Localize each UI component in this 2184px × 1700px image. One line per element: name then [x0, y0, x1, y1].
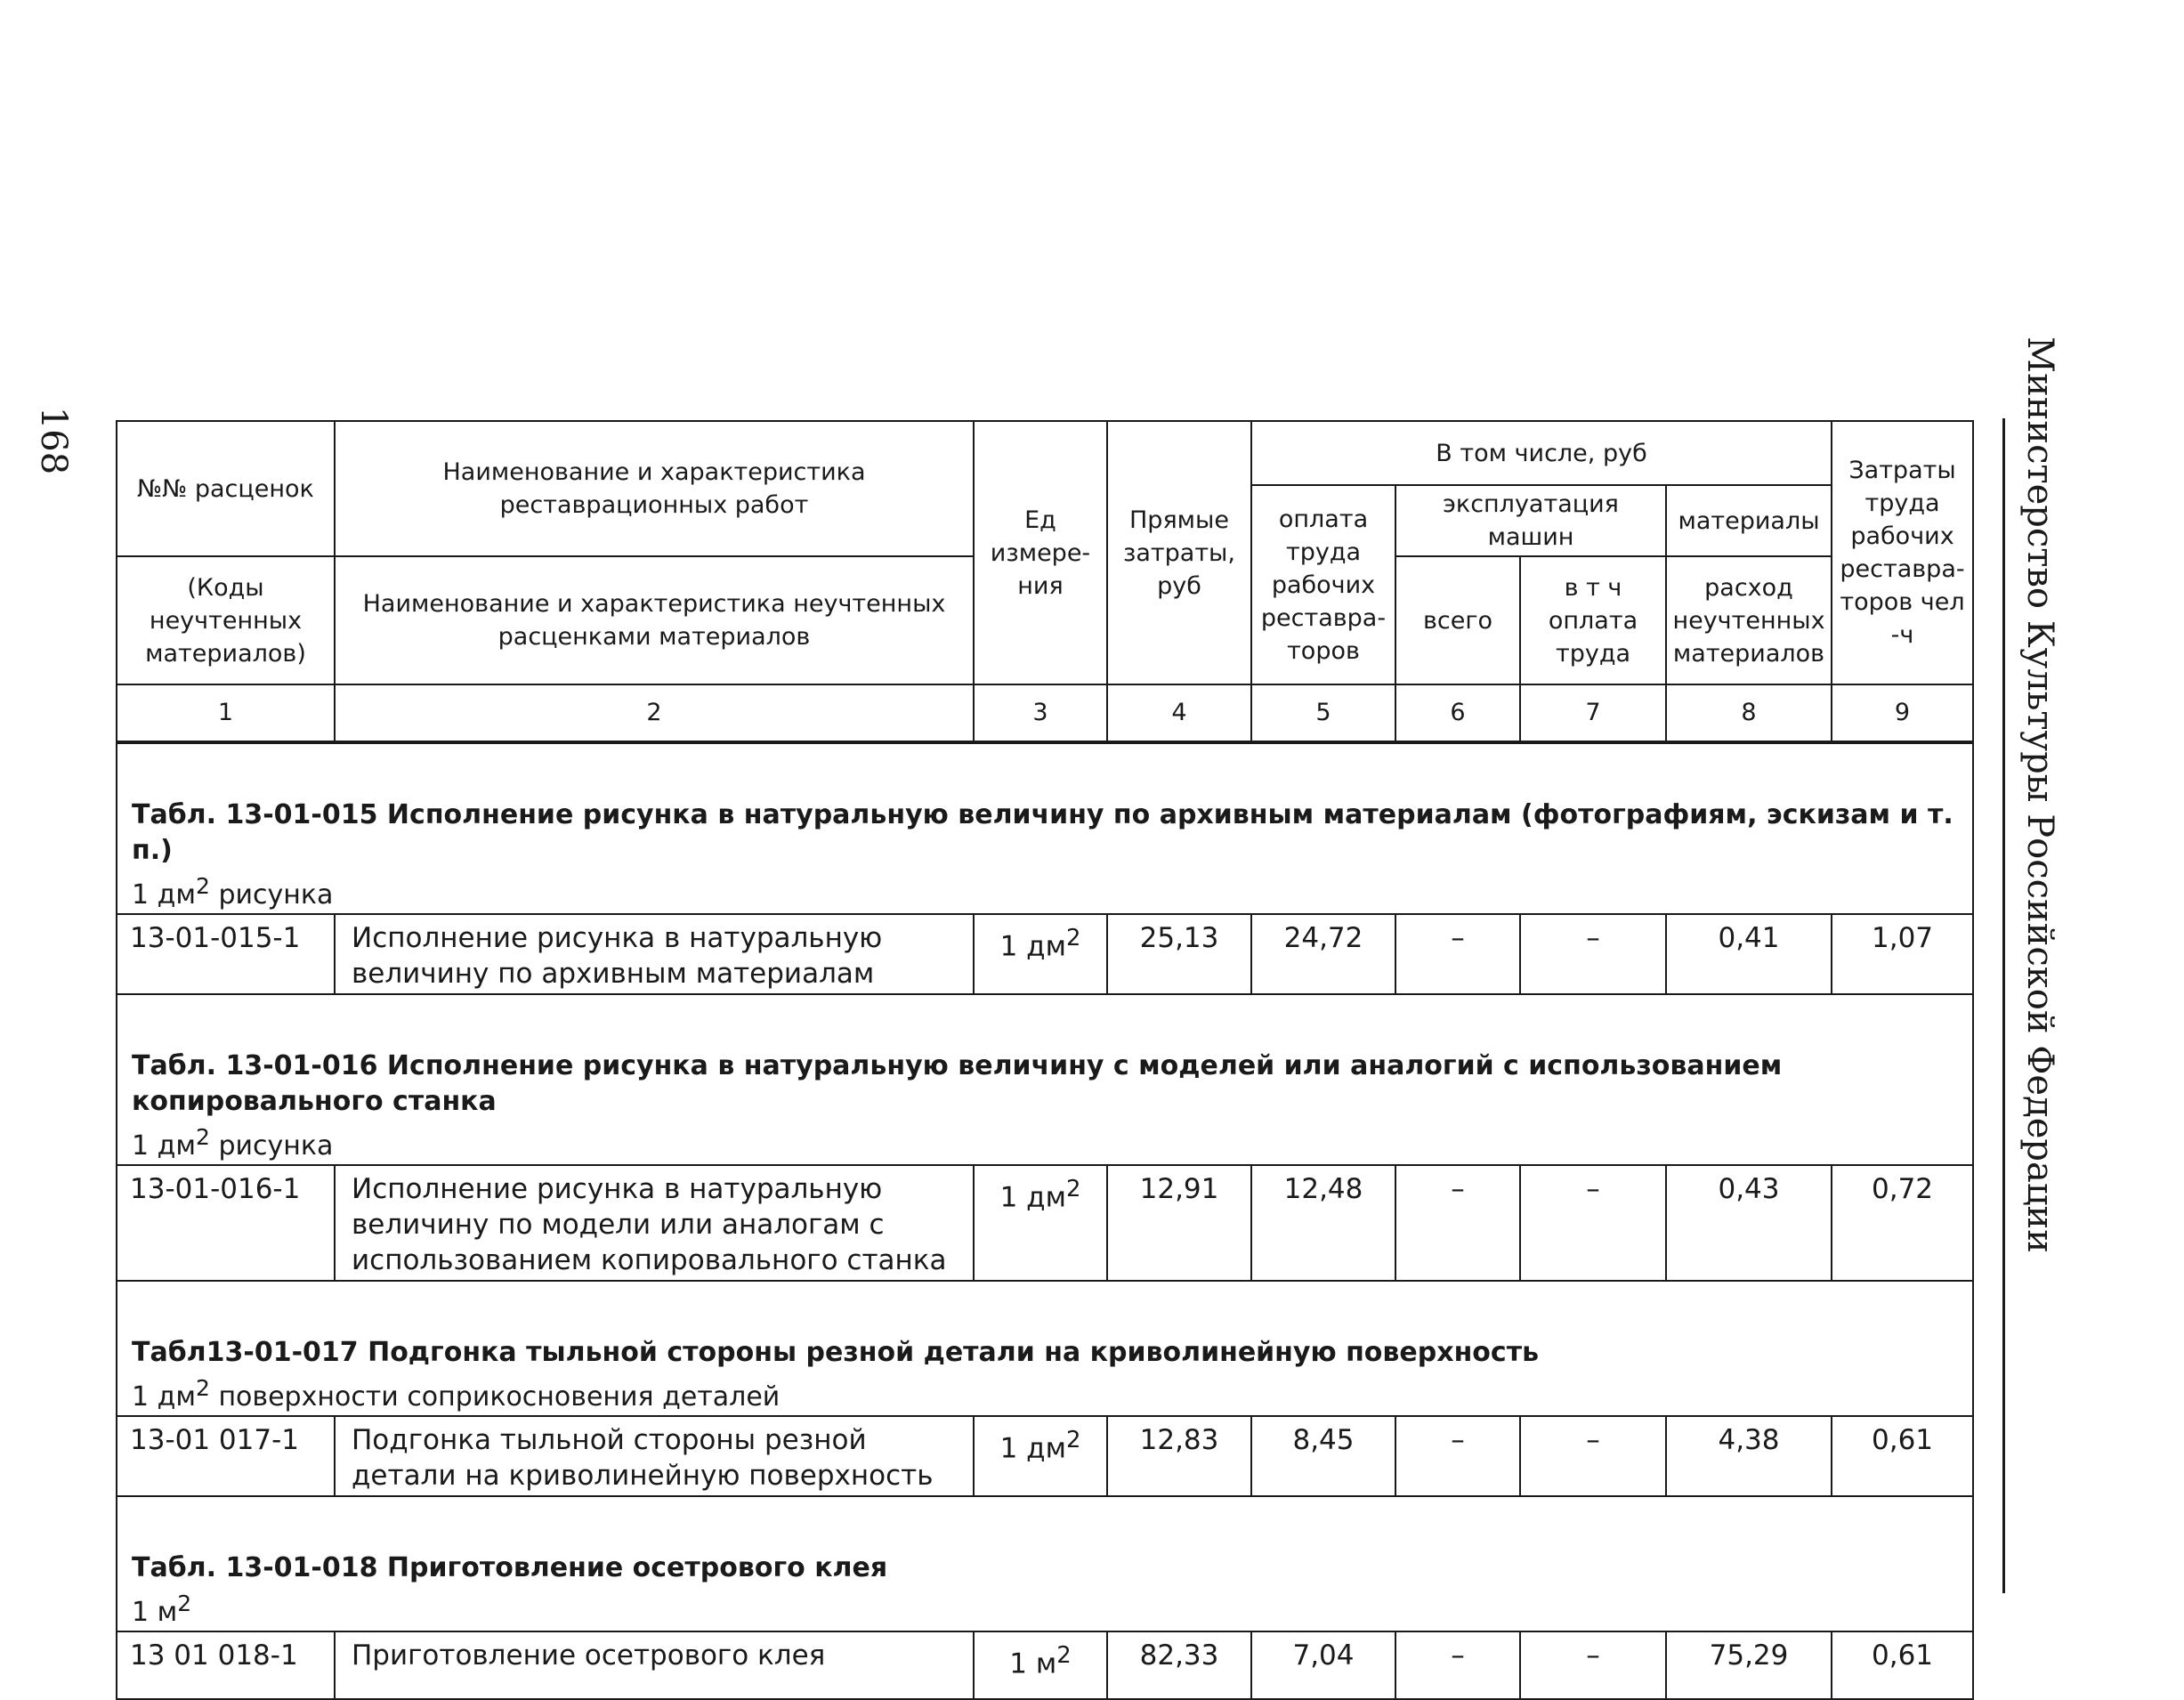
- column-number: 7: [1520, 684, 1666, 742]
- section-header: [117, 1281, 1973, 1416]
- work-name: Исполнение рисунка в натуральную величину по модели или аналогам с использованием копировального станка: [335, 1165, 974, 1281]
- machines-total: –: [1395, 1631, 1520, 1699]
- page-number: 168: [33, 406, 74, 475]
- column-number: 2: [335, 684, 974, 742]
- header-labor-hours: Затраты труда рабочих реставра-торов чел -ч: [1832, 421, 1973, 684]
- table-body: [117, 742, 1973, 1699]
- column-number: 6: [1395, 684, 1520, 742]
- header-machines-labor: в т ч оплата труда: [1520, 556, 1666, 684]
- header-machines-total: всего: [1395, 556, 1520, 684]
- column-number: 9: [1832, 684, 1973, 742]
- section-header: [117, 1496, 1973, 1631]
- machines-labor: –: [1520, 1631, 1666, 1699]
- unit-cell: 1 $м^2$: [974, 1631, 1107, 1699]
- materials-consumption: 0,41: [1666, 914, 1832, 994]
- section-title: Табл. 13-01-018 Приготовление осетрового клея: [132, 1552, 888, 1583]
- materials-consumption: 0,43: [1666, 1165, 1832, 1281]
- section-unit: 1 $м^2$: [132, 1591, 192, 1628]
- section-unit: 1 $дм^2$ поверхности соприкосновения деталей: [132, 1375, 781, 1413]
- header-including: В том числе, руб: [1251, 421, 1832, 485]
- direct-cost: 25,13: [1107, 914, 1251, 994]
- header-unit: Ед измере-ния: [974, 421, 1107, 684]
- column-number: 5: [1251, 684, 1395, 742]
- header-materials-consumption: расход неучтенных материалов: [1666, 556, 1832, 684]
- header-machines: эксплуатация машин: [1395, 485, 1666, 556]
- header-codes: №№ расценок: [117, 421, 335, 556]
- rate-code: 13-01-015-1: [117, 914, 335, 994]
- table-row: [117, 1631, 1973, 1699]
- materials-consumption: 75,29: [1666, 1631, 1832, 1699]
- direct-cost: 12,83: [1107, 1416, 1251, 1496]
- section-unit: 1 $дм^2$ рисунка: [132, 873, 334, 911]
- direct-cost: 12,91: [1107, 1165, 1251, 1281]
- labor-hours: 1,07: [1832, 914, 1973, 994]
- machines-total: –: [1395, 914, 1520, 994]
- labor-pay: 12,48: [1251, 1165, 1395, 1281]
- rate-code: 13-01 017-1: [117, 1416, 335, 1496]
- header-labor-pay: оплата труда рабочих реставра-торов: [1251, 485, 1395, 684]
- section-title: Табл. 13-01-015 Исполнение рисунка в натуральную величину по архивным материалам (фотографиям, эскизам и т. п.): [132, 799, 1953, 866]
- machines-labor: –: [1520, 1165, 1666, 1281]
- header-direct-costs: Прямые затраты, руб: [1107, 421, 1251, 684]
- column-number: 4: [1107, 684, 1251, 742]
- column-number: 3: [974, 684, 1107, 742]
- table-row: [117, 1165, 1973, 1281]
- header-materials-name: Наименование и характеристика неучтенных расценками материалов: [335, 556, 974, 684]
- materials-consumption: 4,38: [1666, 1416, 1832, 1496]
- machines-labor: –: [1520, 914, 1666, 994]
- section-title: Табл. 13-01-016 Исполнение рисунка в натуральную величину с моделей или аналогий с использованием копировального станка: [132, 1050, 1783, 1117]
- header-works-name: Наименование и характеристика реставрационных работ: [335, 421, 974, 556]
- labor-hours: 0,61: [1832, 1416, 1973, 1496]
- rate-code: 13 01 018-1: [117, 1631, 335, 1699]
- column-number: 8: [1666, 684, 1832, 742]
- machines-total: –: [1395, 1165, 1520, 1281]
- side-rule: [2002, 418, 2005, 1593]
- side-title-text: Министерство Культуры Российской Федерации: [2019, 336, 2060, 1253]
- work-name: Исполнение рисунка в натуральную величину по архивным материалам: [335, 914, 974, 994]
- section-unit: 1 $дм^2$ рисунка: [132, 1124, 334, 1162]
- work-name: Приготовление осетрового клея: [335, 1631, 974, 1699]
- table-header: [117, 421, 1973, 742]
- labor-hours: 0,72: [1832, 1165, 1973, 1281]
- work-name: Подгонка тыльной стороны резной детали на криволинейную поверхность: [335, 1416, 974, 1496]
- machines-labor: –: [1520, 1416, 1666, 1496]
- rate-code: 13-01-016-1: [117, 1165, 335, 1281]
- labor-pay: 8,45: [1251, 1416, 1395, 1496]
- section-title: Табл13-01-017 Подгонка тыльной стороны резной детали на криволинейную поверхность: [132, 1337, 1540, 1368]
- header-material-codes: (Коды неучтенных материалов): [117, 556, 335, 684]
- header-materials: материалы: [1666, 485, 1832, 556]
- table-row: [117, 914, 1973, 994]
- section-header: [117, 742, 1973, 914]
- machines-total: –: [1395, 1416, 1520, 1496]
- side-title: [2019, 336, 2060, 1253]
- labor-hours: 0,61: [1832, 1631, 1973, 1699]
- unit-cell: 1 $дм^2$: [974, 914, 1107, 994]
- labor-pay: 24,72: [1251, 914, 1395, 994]
- price-table: [116, 420, 1974, 1700]
- column-number: 1: [117, 684, 335, 742]
- section-header: [117, 994, 1973, 1165]
- labor-pay: 7,04: [1251, 1631, 1395, 1699]
- unit-cell: 1 $дм^2$: [974, 1416, 1107, 1496]
- table-row: [117, 1416, 1973, 1496]
- unit-cell: 1 $дм^2$: [974, 1165, 1107, 1281]
- direct-cost: 82,33: [1107, 1631, 1251, 1699]
